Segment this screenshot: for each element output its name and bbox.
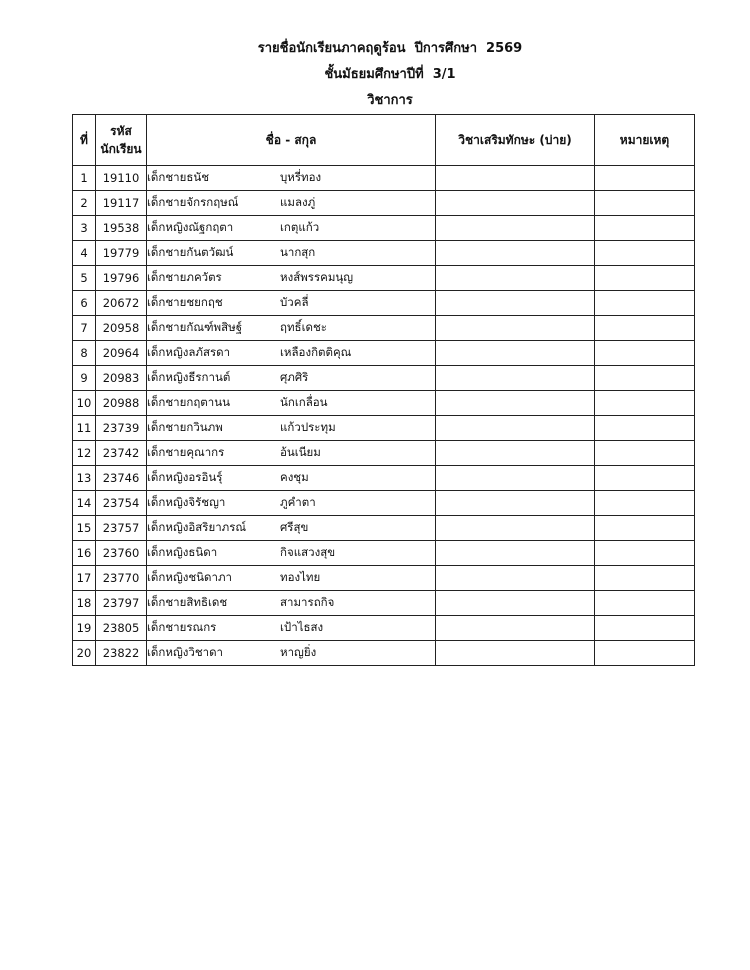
header-student-id-line2: นักเรียน <box>100 142 142 156</box>
note-cell <box>595 616 695 641</box>
student-last-name: กิจแสวงสุข <box>280 545 336 559</box>
student-last-name: นักเกลื่อน <box>280 395 328 409</box>
table-row <box>73 566 695 591</box>
student-id: 23797 <box>96 591 147 616</box>
student-last-name: ทองไทย <box>280 570 321 584</box>
student-name-cell <box>147 566 436 591</box>
note-cell <box>595 491 695 516</box>
student-last-name: บัวคลี่ <box>280 295 309 309</box>
row-number: 2 <box>73 191 96 216</box>
table-row <box>73 641 695 666</box>
student-last-name: อ้นเนียม <box>280 445 321 459</box>
student-first-name: เด็กหญิงธนิดา <box>147 545 218 559</box>
student-id: 23754 <box>96 491 147 516</box>
note-cell <box>595 241 695 266</box>
note-cell <box>595 441 695 466</box>
student-last-name: เป้าไธสง <box>280 620 324 634</box>
row-number: 17 <box>73 566 96 591</box>
student-name-cell <box>147 541 436 566</box>
table-row <box>73 291 695 316</box>
student-name-cell <box>147 291 436 316</box>
student-id: 23746 <box>96 466 147 491</box>
note-cell <box>595 391 695 416</box>
student-first-name: เด็กชายธนัช <box>147 170 210 184</box>
student-first-name: เด็กชายจักรกฤษณ์ <box>147 195 239 209</box>
student-first-name: เด็กชายภควัตร <box>147 270 222 284</box>
student-first-name: เด็กหญิงจิรัชญา <box>147 495 226 509</box>
note-cell <box>595 166 695 191</box>
note-cell <box>595 216 695 241</box>
student-name-cell <box>147 441 436 466</box>
table-row <box>73 516 695 541</box>
student-last-name: ศรีสุข <box>280 520 309 534</box>
student-first-name: เด็กชายกัณฑ์พสิษฐ์ <box>147 320 243 334</box>
student-id: 23822 <box>96 641 147 666</box>
row-number: 1 <box>73 166 96 191</box>
row-number: 9 <box>73 366 96 391</box>
student-first-name: เด็กชายคุณากร <box>147 445 225 459</box>
student-last-name: คงชุม <box>280 470 309 484</box>
student-name-cell <box>147 241 436 266</box>
table-row <box>73 366 695 391</box>
student-first-name: เด็กชายรณกร <box>147 620 217 634</box>
student-last-name: แก้วประทุม <box>280 420 336 434</box>
table-row <box>73 391 695 416</box>
student-id: 19796 <box>96 266 147 291</box>
note-cell <box>595 366 695 391</box>
student-name-cell <box>147 466 436 491</box>
student-first-name: เด็กหญิงลภัสรดา <box>147 345 231 359</box>
student-last-name: ภูคำตา <box>280 495 316 509</box>
student-last-name: บุหรี่ทอง <box>280 170 322 184</box>
row-number: 11 <box>73 416 96 441</box>
row-number: 7 <box>73 316 96 341</box>
extra-subject-cell <box>436 266 595 291</box>
student-id: 20672 <box>96 291 147 316</box>
note-cell <box>595 191 695 216</box>
student-id: 23770 <box>96 566 147 591</box>
note-cell <box>595 316 695 341</box>
row-number: 16 <box>73 541 96 566</box>
header-extra-subject: วิชาเสริมทักษะ (บ่าย) <box>436 115 595 166</box>
student-name-cell <box>147 266 436 291</box>
note-cell <box>595 416 695 441</box>
student-name-cell <box>147 516 436 541</box>
table-row <box>73 166 695 191</box>
row-number: 5 <box>73 266 96 291</box>
table-row <box>73 441 695 466</box>
student-first-name: เด็กหญิงอิสริยาภรณ์ <box>147 520 247 534</box>
extra-subject-cell <box>436 541 595 566</box>
section-name: วิชาการ <box>367 93 413 108</box>
student-name-cell <box>147 216 436 241</box>
table-row <box>73 541 695 566</box>
student-name-cell <box>147 641 436 666</box>
student-id: 19117 <box>96 191 147 216</box>
student-last-name: เหลืองกิตติคุณ <box>280 345 352 359</box>
row-number: 14 <box>73 491 96 516</box>
student-id: 23742 <box>96 441 147 466</box>
note-cell <box>595 566 695 591</box>
row-number: 15 <box>73 516 96 541</box>
extra-subject-cell <box>436 491 595 516</box>
row-number: 3 <box>73 216 96 241</box>
extra-subject-cell <box>436 391 595 416</box>
extra-subject-cell <box>436 191 595 216</box>
student-id: 20983 <box>96 366 147 391</box>
table-body <box>73 166 695 666</box>
document-title: รายชื่อนักเรียนภาคฤดูร้อน ปีการศึกษา 2569 <box>257 41 523 56</box>
header-student-id-line1: รหัส <box>110 124 132 138</box>
table-row <box>73 341 695 366</box>
extra-subject-cell <box>436 316 595 341</box>
extra-subject-cell <box>436 566 595 591</box>
student-id: 20964 <box>96 341 147 366</box>
student-first-name: เด็กชายกฤตานน <box>147 395 230 409</box>
row-number: 4 <box>73 241 96 266</box>
student-name-cell <box>147 391 436 416</box>
row-number: 19 <box>73 616 96 641</box>
student-last-name: เกตุแก้ว <box>280 220 320 234</box>
student-first-name: เด็กชายสิทธิเดช <box>147 595 228 609</box>
note-cell <box>595 516 695 541</box>
student-id: 23757 <box>96 516 147 541</box>
extra-subject-cell <box>436 341 595 366</box>
student-first-name: เด็กชายชยกฤช <box>147 295 223 309</box>
table-row <box>73 416 695 441</box>
note-cell <box>595 341 695 366</box>
table-row <box>73 466 695 491</box>
header-student-id <box>96 115 147 166</box>
table-row <box>73 616 695 641</box>
note-cell <box>595 541 695 566</box>
student-last-name: หาญยิ่ง <box>280 645 317 659</box>
table-row <box>73 191 695 216</box>
table-row <box>73 266 695 291</box>
row-number: 13 <box>73 466 96 491</box>
table-row <box>73 316 695 341</box>
extra-subject-cell <box>436 441 595 466</box>
extra-subject-cell <box>436 466 595 491</box>
student-last-name: แมลงภู่ <box>280 195 316 209</box>
table-header-row <box>73 115 695 166</box>
extra-subject-cell <box>436 241 595 266</box>
student-id: 19110 <box>96 166 147 191</box>
extra-subject-cell <box>436 291 595 316</box>
student-first-name: เด็กหญิงณัฐกฤตา <box>147 220 234 234</box>
student-id: 19538 <box>96 216 147 241</box>
note-cell <box>595 641 695 666</box>
student-first-name: เด็กหญิงธีรกานต์ <box>147 370 231 384</box>
header-name: ชื่อ - สกุล <box>147 115 436 166</box>
header-no: ที่ <box>73 115 96 166</box>
student-id: 19779 <box>96 241 147 266</box>
row-number: 18 <box>73 591 96 616</box>
student-first-name: เด็กหญิงอรอินรุ์ <box>147 470 223 484</box>
student-name-cell <box>147 191 436 216</box>
note-cell <box>595 466 695 491</box>
student-last-name: ศุภศิริ <box>280 370 309 384</box>
student-id: 23739 <box>96 416 147 441</box>
extra-subject-cell <box>436 616 595 641</box>
table-row <box>73 491 695 516</box>
row-number: 12 <box>73 441 96 466</box>
student-last-name: สามารถกิจ <box>280 595 335 609</box>
table-row <box>73 591 695 616</box>
student-name-cell <box>147 416 436 441</box>
student-last-name: นากสุก <box>280 245 316 259</box>
student-first-name: เด็กชายกันตวัฒน์ <box>147 245 234 259</box>
student-id: 23805 <box>96 616 147 641</box>
extra-subject-cell <box>436 591 595 616</box>
extra-subject-cell <box>436 516 595 541</box>
class-level: ชั้นมัธยมศึกษาปีที่ 3/1 <box>324 67 456 82</box>
note-cell <box>595 291 695 316</box>
extra-subject-cell <box>436 216 595 241</box>
row-number: 6 <box>73 291 96 316</box>
note-cell <box>595 266 695 291</box>
extra-subject-cell <box>436 641 595 666</box>
student-name-cell <box>147 591 436 616</box>
student-name-cell <box>147 166 436 191</box>
student-first-name: เด็กหญิงชนิดาภา <box>147 570 232 584</box>
student-last-name: ฤทธิ์เดชะ <box>280 320 327 334</box>
student-first-name: เด็กชายกวินภพ <box>147 420 223 434</box>
student-first-name: เด็กหญิงวิชาดา <box>147 645 224 659</box>
document-header <box>0 36 750 114</box>
student-id: 23760 <box>96 541 147 566</box>
row-number: 10 <box>73 391 96 416</box>
extra-subject-cell <box>436 416 595 441</box>
student-name-cell <box>147 341 436 366</box>
note-cell <box>595 591 695 616</box>
student-name-cell <box>147 316 436 341</box>
student-id: 20988 <box>96 391 147 416</box>
extra-subject-cell <box>436 366 595 391</box>
header-note: หมายเหตุ <box>595 115 695 166</box>
student-roster-table <box>72 114 695 666</box>
student-last-name: หงส์พรรคมนุญ <box>280 270 354 284</box>
table-row <box>73 241 695 266</box>
student-name-cell <box>147 491 436 516</box>
student-name-cell <box>147 616 436 641</box>
student-name-cell <box>147 366 436 391</box>
row-number: 20 <box>73 641 96 666</box>
row-number: 8 <box>73 341 96 366</box>
student-id: 20958 <box>96 316 147 341</box>
table-row <box>73 216 695 241</box>
extra-subject-cell <box>436 166 595 191</box>
